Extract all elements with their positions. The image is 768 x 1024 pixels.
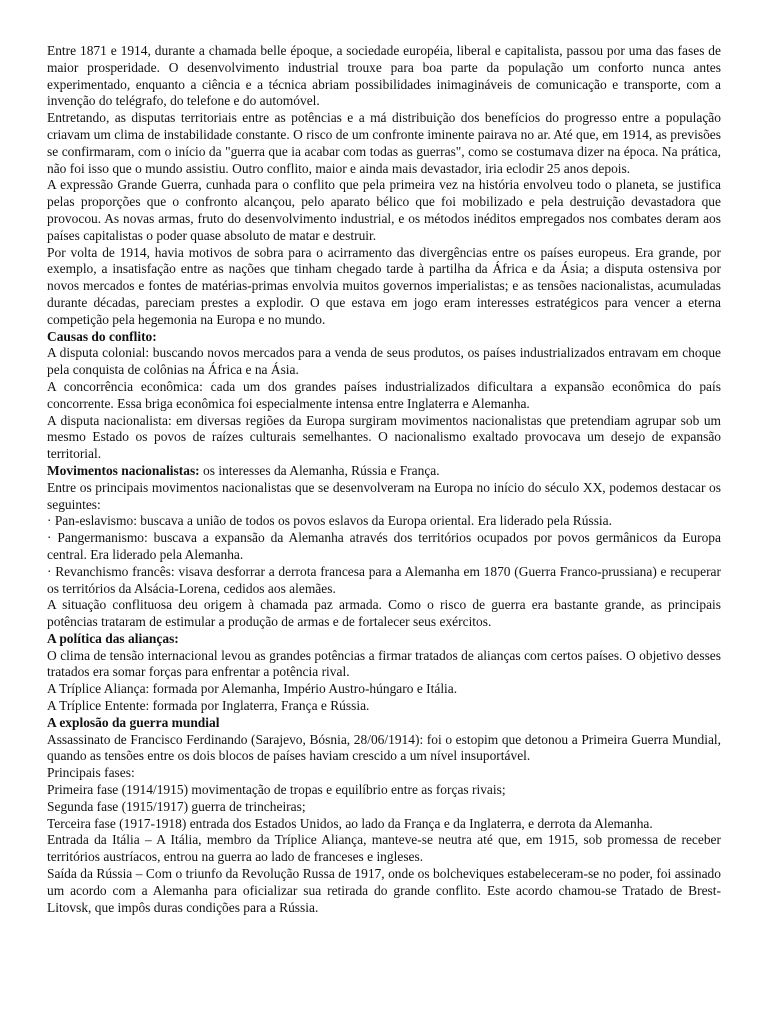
document-page: [47, 43, 721, 916]
movimentos-intro: Entre os principais movimentos nacionalistas que se desenvolveram na Europa no início do século XX, podemos destacar os seguintes:: [47, 479, 721, 512]
movimento-pangermanismo: · Pangermanismo: buscava a expansão da Alemanha através dos territórios ocupados por povos germânicos da Europa central. Era liderado pela Alemanha.: [47, 530, 721, 562]
causa-nacionalista: A disputa nacionalista: em diversas regiões da Europa surgiram movimentos nacionalistas que pretendiam agrupar sob um mesmo Estado os povos de raízes culturais semelhantes. O nacionalismo exaltado provocava um desejo de expansão territorial.: [47, 412, 721, 462]
triplice-entente: A Tríplice Entente: formada por Inglaterra, França e Rússia.: [47, 698, 370, 714]
section-heading-movimentos-line: [47, 463, 721, 480]
explosao-saida-russia: Saída da Rússia – Com o triunfo da Revolução Russa de 1917, onde os bolcheviques estabeleceram-se no poder, foi assinado um acordo com a Alemanha para oficializar sua retirada do grande conflito. Este acordo chamou-se Tratado de Brest-Litovsk, que impôs duras condições para a Rússia.: [47, 866, 721, 915]
paragraph-motivos: Por volta de 1914, havia motivos de sobra para o acirramento das divergências entre os países europeus. Era grande, por exemplo, a insatisfação entre as nações que tinham chegado tarde à partilha da África e da Ásia; a disputa ostensiva por novos mercados e fontes de matérias-primas envolvia muitos governos imperialistas; e as tensões nacionalistas, acumuladas durante décadas, pareciam prestes a explodir. O que estava em jogo eram interesses estratégicos para vencer a eterna competição pela hegemonia na Europa e no mundo.: [47, 244, 721, 327]
explosao-segunda-fase: Segunda fase (1915/1917) guerra de trincheiras;: [47, 798, 306, 814]
section-heading-movimentos-rest: os interesses da Alemanha, Rússia e França.: [199, 462, 440, 478]
paragraph-belle-epoque: Entre 1871 e 1914, durante a chamada belle époque, a sociedade européia, liberal e capitalista, passou por uma das fases de maior prosperidade. O desenvolvimento industrial trouxe para boa parte da população um conforto nunca antes experimentado, enquanto a ciência e a técnica abriam possibilidades inimagináveis de comunicação e transporte, com a invenção do telégrafo, do telefone e do automóvel.: [47, 43, 721, 109]
explosao-assassinato: Assassinato de Francisco Ferdinando (Sarajevo, Bósnia, 28/06/1914): foi o estopim que detonou a Primeira Guerra Mundial, quando as tensões entre os dois blocos de países haviam crescido a um nível insuportável.: [47, 731, 721, 764]
explosao-entrada-italia: Entrada da Itália – A Itália, membro da Tríplice Aliança, manteve-se neutra até que, em 1915, sob promessa de receber territórios austríacos, entrou na guerra ao lado de franceses e ingleses.: [47, 832, 721, 865]
movimento-revanchismo: · Revanchismo francês: visava desforrar a derrota francesa para a Alemanha em 1870 (Guerra Franco-prussiana) e recuperar os territórios da Alsácia-Lorena, cedidos aos alemães.: [47, 563, 721, 596]
section-heading-movimentos: Movimentos nacionalistas:: [47, 462, 200, 478]
causa-colonial: A disputa colonial: buscando novos mercados para a venda de seus produtos, os países industrializados entravam em choque pela conquista de colônias na África e na Ásia.: [47, 345, 721, 378]
movimento-pan-eslavismo: · Pan-eslavismo: buscava a união de todos os povos eslavos da Europa oriental. Era liderado pela Rússia.: [47, 513, 612, 529]
causa-economica: A concorrência econômica: cada um dos grandes países industrializados dificultara a expansão econômica do país concorrente. Essa briga econômica foi especialmente intensa entre Inglaterra e Alemanha.: [47, 378, 721, 411]
aliancas-clima: O clima de tensão internacional levou as grandes potências a firmar tratados de alianças com certos países. O objetivo desses tratados era somar forças para enfrentar a potência rival.: [47, 647, 721, 680]
explosao-primeira-fase: Primeira fase (1914/1915) movimentação de tropas e equilíbrio entre as forças rivais;: [47, 782, 506, 798]
triplice-alianca: A Tríplice Aliança: formada por Alemanha, Império Austro-húngaro e Itália.: [47, 681, 458, 697]
section-heading-explosao: A explosão da guerra mundial: [47, 714, 220, 730]
explosao-terceira-fase: Terceira fase (1917-1918) entrada dos Estados Unidos, ao lado da França e da Inglaterra, e derrota da Alemanha.: [47, 815, 653, 831]
explosao-fases-label: Principais fases:: [47, 765, 135, 781]
section-heading-aliancas: A política das alianças:: [47, 630, 179, 646]
paragraph-instabilidade: Entretando, as disputas territoriais entre as potências e a má distribuição dos benefícios do progresso entre a população criavam um clima de instabilidade constante. O risco de um confronte iminente pairava no ar. Até que, em 1914, as previsões se confirmaram, com o início da "guerra que ia acabar com todas as guerras", como se costumava dizer na época. Na prática, não foi isso que o mundo assistiu. Outro conflito, maior e ainda mais devastador, iria eclodir 25 anos depois.: [47, 110, 721, 176]
movimentos-paz-armada: A situação conflituosa deu origem à chamada paz armada. Como o risco de guerra era bastante grande, as principais potências trataram de estimular a produção de armas e de fortalecer seus exércitos.: [47, 597, 721, 630]
section-heading-causas: Causas do conflito:: [47, 328, 157, 344]
paragraph-grande-guerra: A expressão Grande Guerra, cunhada para o conflito que pela primeira vez na história envolveu todo o planeta, se justifica pelas proporções que o confronto alcançou, pelo aparato bélico que foi mobilizado e pela destruição devastadora que provocou. As novas armas, fruto do desenvolvimento industrial, e os métodos inéditos empregados nos combates deram aos países capitalistas o poder quase absoluto de matar e destruir.: [47, 177, 721, 243]
